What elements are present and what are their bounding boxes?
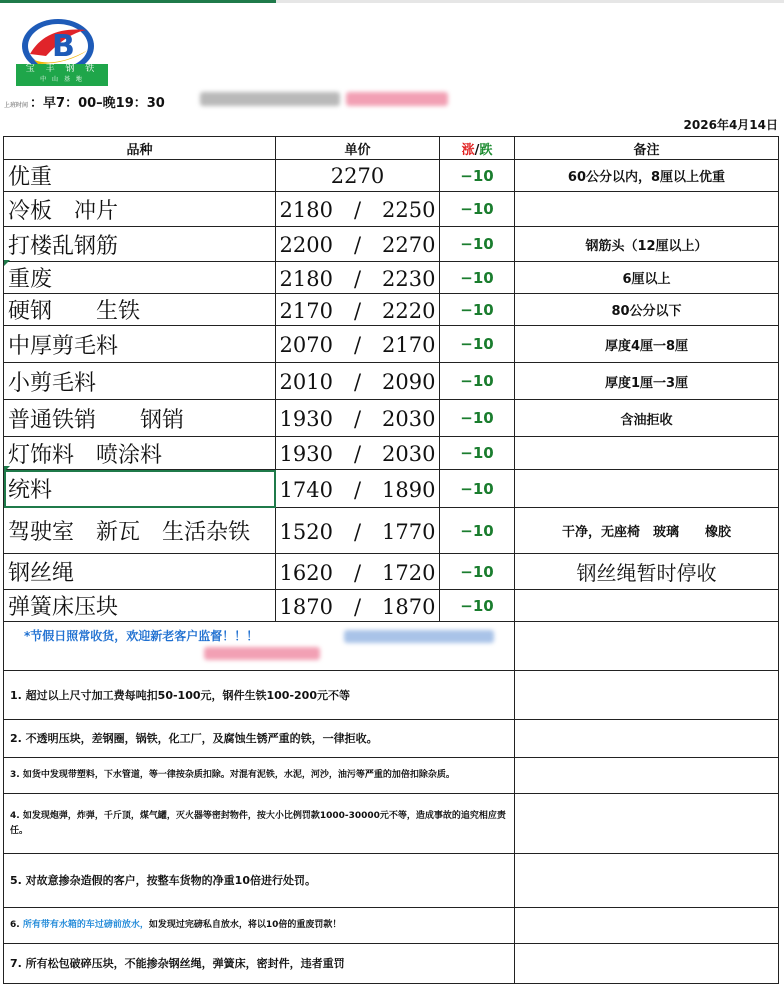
header-item: 品种: [4, 137, 276, 160]
header-price: 单价: [276, 137, 440, 160]
header-note: 备注: [515, 137, 779, 160]
price-cell[interactable]: 2010 / 2090: [276, 363, 440, 400]
change-cell[interactable]: −10: [440, 227, 515, 262]
note-cell[interactable]: [515, 908, 779, 944]
note-cell[interactable]: 厚度1厘一3厘: [515, 363, 779, 400]
table-row: [4, 363, 779, 400]
note-cell[interactable]: [515, 622, 779, 671]
change-cell[interactable]: −10: [440, 262, 515, 294]
business-hours: 上班时间 ：早7：00–晚19：30: [4, 96, 165, 111]
note-cell[interactable]: [515, 944, 779, 984]
note-cell[interactable]: 干净，无座椅 玻璃 橡胶: [515, 508, 779, 554]
note-cell[interactable]: 钢筋头（12厘以上）: [515, 227, 779, 262]
item-cell[interactable]: 重废: [4, 262, 276, 294]
logo-name: 宝 丰 钢 铁: [25, 64, 99, 74]
change-cell[interactable]: −10: [440, 554, 515, 590]
note-cell[interactable]: [515, 794, 779, 854]
change-cell[interactable]: −10: [440, 400, 515, 437]
price-cell[interactable]: 1870 / 1870: [276, 590, 440, 622]
header-change: 涨/跌: [440, 137, 515, 160]
sheet-top-border: [0, 0, 784, 3]
item-cell[interactable]: 小剪毛料: [4, 363, 276, 400]
note-cell[interactable]: 60公分以内，8厘以上优重: [515, 160, 779, 192]
rule-row: [4, 758, 779, 794]
note-cell[interactable]: [515, 720, 779, 758]
item-cell[interactable]: 弹簧床压块: [4, 590, 276, 622]
note-cell[interactable]: 含油拒收: [515, 400, 779, 437]
notice-row: [4, 622, 779, 671]
rule-row: [4, 908, 779, 944]
item-cell-selected[interactable]: 统料: [4, 470, 276, 508]
table-row: [4, 437, 779, 470]
price-cell[interactable]: 1930 / 2030: [276, 437, 440, 470]
table-row: [4, 262, 779, 294]
hours-tiny-label: 上班时间: [4, 102, 29, 109]
redacted-notice-text: [344, 630, 494, 643]
change-cell[interactable]: −10: [440, 160, 515, 192]
item-cell[interactable]: 硬钢 生铁: [4, 294, 276, 326]
holiday-notice-cell[interactable]: [4, 622, 515, 671]
table-row: [4, 554, 779, 590]
logo-caption: [16, 64, 108, 86]
price-cell[interactable]: 2180 / 2230: [276, 262, 440, 294]
note-cell[interactable]: 钢丝绳暂时停收: [515, 554, 779, 590]
table-header-row: [4, 137, 779, 160]
price-cell[interactable]: 2170 / 2220: [276, 294, 440, 326]
rule-row: [4, 671, 779, 720]
rule-row: [4, 720, 779, 758]
table-row: [4, 192, 779, 227]
table-row: [4, 227, 779, 262]
item-cell[interactable]: 驾驶室 新瓦 生活杂铁: [4, 508, 276, 554]
logo-subname: 中 山 基 地: [40, 76, 84, 83]
header-change-up: 涨: [461, 142, 475, 158]
change-cell[interactable]: −10: [440, 470, 515, 508]
note-cell[interactable]: [515, 758, 779, 794]
comment-marker: [4, 466, 10, 472]
rule-1[interactable]: 1. 超过以上尺寸加工费每吨扣50-100元，钢件生铁100-200元不等: [4, 671, 515, 720]
change-cell[interactable]: −10: [440, 363, 515, 400]
rule-row: [4, 794, 779, 854]
rule-5[interactable]: 5. 对故意掺杂造假的客户，按整车货物的净重10倍进行处罚。: [4, 854, 515, 908]
price-cell[interactable]: 1520 / 1770: [276, 508, 440, 554]
note-cell[interactable]: [515, 590, 779, 622]
note-cell[interactable]: 80公分以下: [515, 294, 779, 326]
price-cell[interactable]: 2070 / 2170: [276, 326, 440, 363]
item-cell[interactable]: 中厚剪毛料: [4, 326, 276, 363]
hours-text: 早7：00–晚19：30: [43, 96, 165, 111]
item-cell[interactable]: 钢丝绳: [4, 554, 276, 590]
note-cell[interactable]: [515, 192, 779, 227]
comment-marker: [4, 260, 10, 266]
change-cell[interactable]: −10: [440, 326, 515, 363]
item-cell[interactable]: 打楼乱钢筋: [4, 227, 276, 262]
note-cell[interactable]: 6厘以上: [515, 262, 779, 294]
table-row: [4, 590, 779, 622]
price-cell[interactable]: 2200 / 2270: [276, 227, 440, 262]
header-change-down: 跌: [479, 142, 493, 158]
table-row: [4, 160, 779, 192]
table-row: [4, 470, 779, 508]
price-cell[interactable]: 1740 / 1890: [276, 470, 440, 508]
table-row: [4, 326, 779, 363]
item-cell[interactable]: 灯饰料 喷涂料: [4, 437, 276, 470]
change-cell[interactable]: −10: [440, 192, 515, 227]
table-row: [4, 508, 779, 554]
item-cell[interactable]: 普通铁销 钢销: [4, 400, 276, 437]
rule-3[interactable]: 3. 如货中发现带塑料，下水管道，等一律按杂质扣除。对混有泥铁，水泥，河沙，油污等严重的加倍扣除杂质。: [4, 758, 515, 794]
holiday-notice: *节假日照常收货，欢迎新老客户监督！！！: [24, 629, 259, 643]
note-cell[interactable]: [515, 470, 779, 508]
redacted-contact: [200, 92, 340, 106]
rule-6[interactable]: 6. 所有带有水箱的车过磅前放水，如发现过完磅私自放水，将以10倍的重废罚款！: [4, 908, 515, 944]
item-cell[interactable]: 冷板 冲片: [4, 192, 276, 227]
note-cell[interactable]: [515, 671, 779, 720]
note-cell[interactable]: 厚度4厘一8厘: [515, 326, 779, 363]
rule-7[interactable]: 7. 所有松包破碎压块，不能掺杂钢丝绳，弹簧床，密封件，违者重罚: [4, 944, 515, 984]
change-cell[interactable]: −10: [440, 294, 515, 326]
item-cell[interactable]: 优重: [4, 160, 276, 192]
price-cell[interactable]: 2180 / 2250: [276, 192, 440, 227]
redacted-phone: [346, 92, 448, 106]
change-cell[interactable]: −10: [440, 590, 515, 622]
table-row: [4, 400, 779, 437]
change-cell[interactable]: −10: [440, 437, 515, 470]
rule-2[interactable]: 2. 不透明压块，差钢圈，锅铁，化工厂，及腐蚀生锈严重的铁，一律拒收。: [4, 720, 515, 758]
sheet-tab-indicator: [0, 0, 276, 3]
note-cell[interactable]: [515, 854, 779, 908]
note-cell[interactable]: [515, 437, 779, 470]
redacted-notice-phone: [204, 647, 320, 660]
change-cell[interactable]: −10: [440, 508, 515, 554]
rule-6-highlight: 所有带有水箱的车过磅前放水，: [22, 920, 149, 930]
price-cell[interactable]: 1930 / 2030: [276, 400, 440, 437]
rule-row: [4, 944, 779, 984]
svg-text:B: B: [52, 29, 75, 64]
rule-row: [4, 854, 779, 908]
price-cell[interactable]: 1620 / 1720: [276, 554, 440, 590]
price-date: 2026年4月14日: [683, 118, 778, 132]
price-table: [3, 136, 779, 984]
table-row: [4, 294, 779, 326]
rule-4[interactable]: 4. 如发现炮弹，炸弹，千斤顶，煤气罐，灭火器等密封物件，按大小比例罚款1000-30000元不等，造成事故的追究相应责任。: [4, 794, 515, 854]
price-cell[interactable]: 2270: [276, 160, 440, 192]
